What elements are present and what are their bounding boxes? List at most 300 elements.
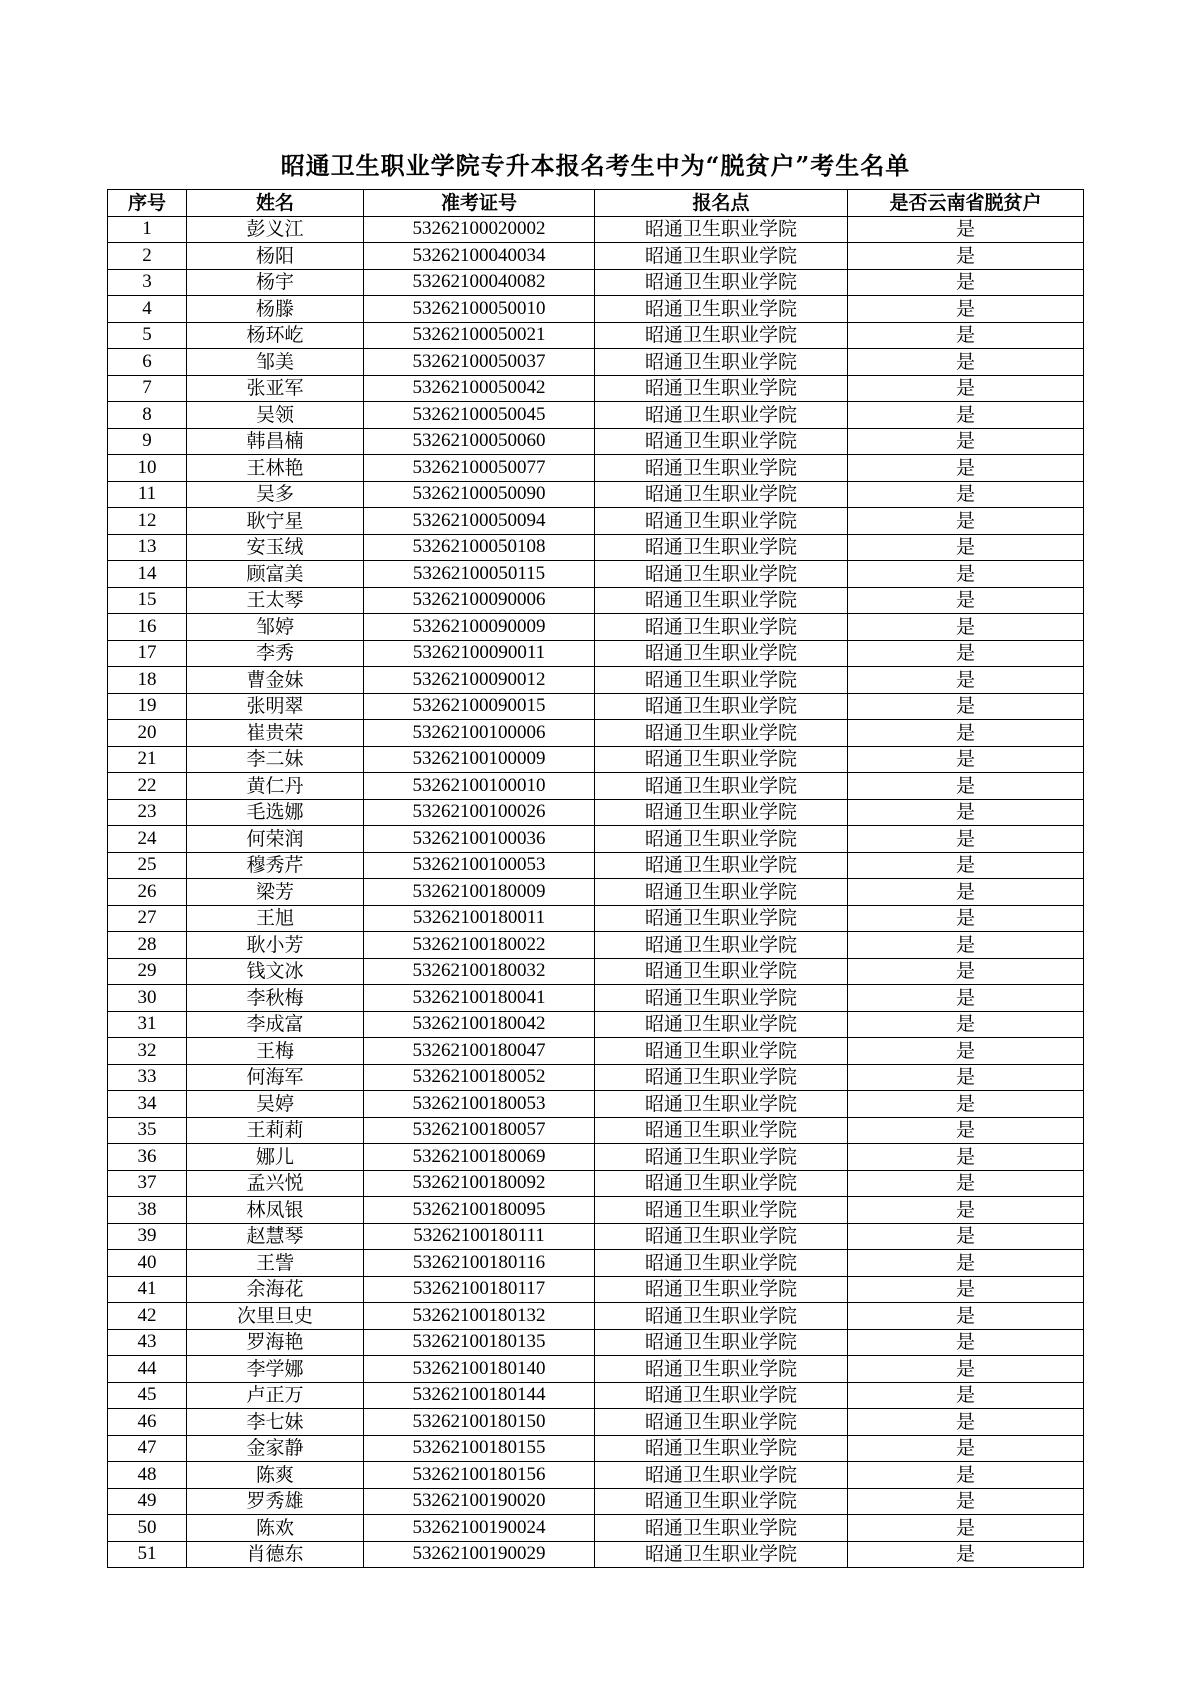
poverty-status: 是 — [848, 1064, 1084, 1091]
registration-site: 昭通卫生职业学院 — [595, 1515, 848, 1542]
row-index: 19 — [108, 693, 187, 720]
exam-id: 53262100050108 — [364, 534, 595, 561]
exam-id: 53262100100053 — [364, 852, 595, 879]
row-index: 48 — [108, 1462, 187, 1489]
exam-id: 53262100050037 — [364, 349, 595, 376]
exam-id: 53262100190020 — [364, 1488, 595, 1515]
registration-site: 昭通卫生职业学院 — [595, 481, 848, 508]
exam-id: 53262100180140 — [364, 1356, 595, 1383]
candidate-name: 李七妹 — [187, 1409, 364, 1436]
candidate-name: 李秋梅 — [187, 985, 364, 1012]
exam-id: 53262100180053 — [364, 1091, 595, 1118]
poverty-status: 是 — [848, 1541, 1084, 1568]
table-row — [108, 375, 1084, 402]
table-row — [108, 852, 1084, 879]
poverty-status: 是 — [848, 1409, 1084, 1436]
registration-site: 昭通卫生职业学院 — [595, 693, 848, 720]
poverty-status: 是 — [848, 905, 1084, 932]
candidate-name: 吴多 — [187, 481, 364, 508]
candidate-name: 吴婷 — [187, 1091, 364, 1118]
table-row — [108, 1064, 1084, 1091]
registration-site: 昭通卫生职业学院 — [595, 667, 848, 694]
table-row — [108, 269, 1084, 296]
row-index: 35 — [108, 1117, 187, 1144]
registration-site: 昭通卫生职业学院 — [595, 296, 848, 323]
poverty-status: 是 — [848, 243, 1084, 270]
registration-site: 昭通卫生职业学院 — [595, 349, 848, 376]
candidate-table — [107, 189, 1084, 1568]
registration-site: 昭通卫生职业学院 — [595, 243, 848, 270]
registration-site: 昭通卫生职业学院 — [595, 1144, 848, 1171]
exam-id: 53262100180047 — [364, 1038, 595, 1065]
candidate-name: 邹婷 — [187, 614, 364, 641]
poverty-status: 是 — [848, 693, 1084, 720]
registration-site: 昭通卫生职业学院 — [595, 852, 848, 879]
exam-id: 53262100180032 — [364, 958, 595, 985]
row-index: 2 — [108, 243, 187, 270]
registration-site: 昭通卫生职业学院 — [595, 1197, 848, 1224]
table-row — [108, 534, 1084, 561]
poverty-status: 是 — [848, 720, 1084, 747]
table-row — [108, 1091, 1084, 1118]
candidate-name: 安玉绒 — [187, 534, 364, 561]
candidate-name: 李学娜 — [187, 1356, 364, 1383]
registration-site: 昭通卫生职业学院 — [595, 905, 848, 932]
poverty-status: 是 — [848, 667, 1084, 694]
poverty-status: 是 — [848, 455, 1084, 482]
poverty-status: 是 — [848, 216, 1084, 243]
exam-id: 53262100180111 — [364, 1223, 595, 1250]
table-row — [108, 349, 1084, 376]
table-row — [108, 1170, 1084, 1197]
exam-id: 53262100100009 — [364, 746, 595, 773]
registration-site: 昭通卫生职业学院 — [595, 799, 848, 826]
candidate-name: 王梅 — [187, 1038, 364, 1065]
table-row — [108, 402, 1084, 429]
poverty-status: 是 — [848, 269, 1084, 296]
row-index: 37 — [108, 1170, 187, 1197]
row-index: 38 — [108, 1197, 187, 1224]
candidate-name: 邹美 — [187, 349, 364, 376]
poverty-status: 是 — [848, 879, 1084, 906]
exam-id: 53262100180135 — [364, 1329, 595, 1356]
poverty-status: 是 — [848, 587, 1084, 614]
row-index: 21 — [108, 746, 187, 773]
registration-site: 昭通卫生职业学院 — [595, 932, 848, 959]
registration-site: 昭通卫生职业学院 — [595, 402, 848, 429]
candidate-name: 李秀 — [187, 640, 364, 667]
poverty-status: 是 — [848, 508, 1084, 535]
row-index: 15 — [108, 587, 187, 614]
poverty-status: 是 — [848, 614, 1084, 641]
poverty-status: 是 — [848, 296, 1084, 323]
table-body — [108, 216, 1084, 1568]
row-index: 36 — [108, 1144, 187, 1171]
exam-id: 53262100180144 — [364, 1382, 595, 1409]
column-header-index: 序号 — [108, 190, 187, 217]
registration-site: 昭通卫生职业学院 — [595, 534, 848, 561]
exam-id: 53262100180155 — [364, 1435, 595, 1462]
exam-id: 53262100020002 — [364, 216, 595, 243]
candidate-name: 王莉莉 — [187, 1117, 364, 1144]
candidate-name: 罗秀雄 — [187, 1488, 364, 1515]
poverty-status: 是 — [848, 985, 1084, 1012]
candidate-name: 孟兴悦 — [187, 1170, 364, 1197]
poverty-status: 是 — [848, 1382, 1084, 1409]
table-row — [108, 1382, 1084, 1409]
table-row — [108, 773, 1084, 800]
table-row — [108, 958, 1084, 985]
exam-id: 53262100040082 — [364, 269, 595, 296]
registration-site: 昭通卫生职业学院 — [595, 1250, 848, 1277]
row-index: 5 — [108, 322, 187, 349]
row-index: 14 — [108, 561, 187, 588]
registration-site: 昭通卫生职业学院 — [595, 1329, 848, 1356]
registration-site: 昭通卫生职业学院 — [595, 958, 848, 985]
row-index: 31 — [108, 1011, 187, 1038]
exam-id: 53262100180009 — [364, 879, 595, 906]
candidate-name: 钱文冰 — [187, 958, 364, 985]
registration-site: 昭通卫生职业学院 — [595, 1223, 848, 1250]
poverty-status: 是 — [848, 1356, 1084, 1383]
exam-id: 53262100090011 — [364, 640, 595, 667]
registration-site: 昭通卫生职业学院 — [595, 640, 848, 667]
table-row — [108, 879, 1084, 906]
registration-site: 昭通卫生职业学院 — [595, 1382, 848, 1409]
exam-id: 53262100180116 — [364, 1250, 595, 1277]
column-header-registration-site: 报名点 — [595, 190, 848, 217]
candidate-name: 杨滕 — [187, 296, 364, 323]
table-row — [108, 1409, 1084, 1436]
candidate-name: 吴领 — [187, 402, 364, 429]
exam-id: 53262100190029 — [364, 1541, 595, 1568]
table-row — [108, 1329, 1084, 1356]
table-row — [108, 243, 1084, 270]
candidate-name: 余海花 — [187, 1276, 364, 1303]
candidate-name: 韩昌楠 — [187, 428, 364, 455]
table-row — [108, 1038, 1084, 1065]
row-index: 47 — [108, 1435, 187, 1462]
table-row — [108, 455, 1084, 482]
row-index: 24 — [108, 826, 187, 853]
exam-id: 53262100090006 — [364, 587, 595, 614]
exam-id: 53262100180022 — [364, 932, 595, 959]
row-index: 34 — [108, 1091, 187, 1118]
row-index: 20 — [108, 720, 187, 747]
candidate-name: 陈欢 — [187, 1515, 364, 1542]
poverty-status: 是 — [848, 1144, 1084, 1171]
exam-id: 53262100100036 — [364, 826, 595, 853]
table-row — [108, 1303, 1084, 1330]
candidate-name: 金家静 — [187, 1435, 364, 1462]
candidate-name: 李二妹 — [187, 746, 364, 773]
poverty-status: 是 — [848, 1223, 1084, 1250]
poverty-status: 是 — [848, 1197, 1084, 1224]
candidate-name: 曹金妹 — [187, 667, 364, 694]
registration-site: 昭通卫生职业学院 — [595, 375, 848, 402]
poverty-status: 是 — [848, 1303, 1084, 1330]
table-row — [108, 561, 1084, 588]
table-row — [108, 428, 1084, 455]
row-index: 16 — [108, 614, 187, 641]
registration-site: 昭通卫生职业学院 — [595, 455, 848, 482]
candidate-name: 王太琴 — [187, 587, 364, 614]
poverty-status: 是 — [848, 375, 1084, 402]
poverty-status: 是 — [848, 958, 1084, 985]
table-row — [108, 640, 1084, 667]
poverty-status: 是 — [848, 746, 1084, 773]
table-row — [108, 1276, 1084, 1303]
exam-id: 53262100050045 — [364, 402, 595, 429]
exam-id: 53262100100006 — [364, 720, 595, 747]
exam-id: 53262100050042 — [364, 375, 595, 402]
exam-id: 53262100180011 — [364, 905, 595, 932]
row-index: 22 — [108, 773, 187, 800]
row-index: 44 — [108, 1356, 187, 1383]
column-header-exam-id: 准考证号 — [364, 190, 595, 217]
candidate-name: 肖德东 — [187, 1541, 364, 1568]
exam-id: 53262100050094 — [364, 508, 595, 535]
row-index: 43 — [108, 1329, 187, 1356]
table-row — [108, 614, 1084, 641]
exam-id: 53262100050021 — [364, 322, 595, 349]
table-row — [108, 296, 1084, 323]
registration-site: 昭通卫生职业学院 — [595, 1038, 848, 1065]
column-header-name: 姓名 — [187, 190, 364, 217]
registration-site: 昭通卫生职业学院 — [595, 322, 848, 349]
table-row — [108, 1541, 1084, 1568]
row-index: 13 — [108, 534, 187, 561]
registration-site: 昭通卫生职业学院 — [595, 1170, 848, 1197]
row-index: 4 — [108, 296, 187, 323]
exam-id: 53262100050077 — [364, 455, 595, 482]
row-index: 32 — [108, 1038, 187, 1065]
candidate-name: 赵慧琴 — [187, 1223, 364, 1250]
candidate-name: 次里旦史 — [187, 1303, 364, 1330]
registration-site: 昭通卫生职业学院 — [595, 1276, 848, 1303]
row-index: 18 — [108, 667, 187, 694]
row-index: 11 — [108, 481, 187, 508]
exam-id: 53262100180150 — [364, 1409, 595, 1436]
poverty-status: 是 — [848, 428, 1084, 455]
row-index: 49 — [108, 1488, 187, 1515]
row-index: 39 — [108, 1223, 187, 1250]
row-index: 7 — [108, 375, 187, 402]
row-index: 8 — [108, 402, 187, 429]
candidate-name: 何海军 — [187, 1064, 364, 1091]
poverty-status: 是 — [848, 1488, 1084, 1515]
table-row — [108, 481, 1084, 508]
table-row — [108, 932, 1084, 959]
row-index: 12 — [108, 508, 187, 535]
table-row — [108, 216, 1084, 243]
poverty-status: 是 — [848, 1011, 1084, 1038]
poverty-status: 是 — [848, 1091, 1084, 1118]
exam-id: 53262100050090 — [364, 481, 595, 508]
exam-id: 53262100180156 — [364, 1462, 595, 1489]
poverty-status: 是 — [848, 481, 1084, 508]
registration-site: 昭通卫生职业学院 — [595, 1303, 848, 1330]
registration-site: 昭通卫生职业学院 — [595, 773, 848, 800]
registration-site: 昭通卫生职业学院 — [595, 216, 848, 243]
table-row — [108, 826, 1084, 853]
page-title: 昭通卫生职业学院专升本报名考生中为“脱贫户”考生名单 — [280, 151, 911, 180]
candidate-name: 毛选娜 — [187, 799, 364, 826]
candidate-name: 卢正万 — [187, 1382, 364, 1409]
candidate-name: 穆秀芹 — [187, 852, 364, 879]
row-index: 3 — [108, 269, 187, 296]
registration-site: 昭通卫生职业学院 — [595, 746, 848, 773]
exam-id: 53262100180041 — [364, 985, 595, 1012]
table-row — [108, 905, 1084, 932]
candidate-name: 顾富美 — [187, 561, 364, 588]
row-index: 42 — [108, 1303, 187, 1330]
registration-site: 昭通卫生职业学院 — [595, 428, 848, 455]
table-row — [108, 720, 1084, 747]
registration-site: 昭通卫生职业学院 — [595, 1462, 848, 1489]
candidate-name: 杨环屹 — [187, 322, 364, 349]
poverty-status: 是 — [848, 1276, 1084, 1303]
row-index: 10 — [108, 455, 187, 482]
candidate-name: 杨宇 — [187, 269, 364, 296]
candidate-name: 崔贵荣 — [187, 720, 364, 747]
poverty-status: 是 — [848, 561, 1084, 588]
registration-site: 昭通卫生职业学院 — [595, 826, 848, 853]
candidate-name: 张亚军 — [187, 375, 364, 402]
poverty-status: 是 — [848, 773, 1084, 800]
candidate-name: 何荣润 — [187, 826, 364, 853]
registration-site: 昭通卫生职业学院 — [595, 561, 848, 588]
exam-id: 53262100180092 — [364, 1170, 595, 1197]
poverty-status: 是 — [848, 534, 1084, 561]
exam-id: 53262100090015 — [364, 693, 595, 720]
candidate-name: 耿小芳 — [187, 932, 364, 959]
table-row — [108, 1356, 1084, 1383]
poverty-status: 是 — [848, 640, 1084, 667]
candidate-name: 杨阳 — [187, 243, 364, 270]
row-index: 26 — [108, 879, 187, 906]
candidate-name: 娜儿 — [187, 1144, 364, 1171]
table-row — [108, 1435, 1084, 1462]
poverty-status: 是 — [848, 852, 1084, 879]
exam-id: 53262100090009 — [364, 614, 595, 641]
row-index: 28 — [108, 932, 187, 959]
candidate-name: 张明翠 — [187, 693, 364, 720]
exam-id: 53262100050060 — [364, 428, 595, 455]
poverty-status: 是 — [848, 1038, 1084, 1065]
poverty-status: 是 — [848, 1170, 1084, 1197]
poverty-status: 是 — [848, 1250, 1084, 1277]
row-index: 51 — [108, 1541, 187, 1568]
table-row — [108, 1011, 1084, 1038]
poverty-status: 是 — [848, 1329, 1084, 1356]
poverty-status: 是 — [848, 1117, 1084, 1144]
candidate-name: 林凤银 — [187, 1197, 364, 1224]
table-row — [108, 1117, 1084, 1144]
table-row — [108, 746, 1084, 773]
exam-id: 53262100100010 — [364, 773, 595, 800]
candidate-name: 彭义江 — [187, 216, 364, 243]
registration-site: 昭通卫生职业学院 — [595, 1356, 848, 1383]
poverty-status: 是 — [848, 322, 1084, 349]
poverty-status: 是 — [848, 402, 1084, 429]
registration-site: 昭通卫生职业学院 — [595, 1064, 848, 1091]
registration-site: 昭通卫生职业学院 — [595, 1091, 848, 1118]
registration-site: 昭通卫生职业学院 — [595, 614, 848, 641]
row-index: 40 — [108, 1250, 187, 1277]
row-index: 27 — [108, 905, 187, 932]
table-row — [108, 1197, 1084, 1224]
registration-site: 昭通卫生职业学院 — [595, 720, 848, 747]
registration-site: 昭通卫生职业学院 — [595, 269, 848, 296]
poverty-status: 是 — [848, 1515, 1084, 1542]
table-row — [108, 1515, 1084, 1542]
poverty-status: 是 — [848, 349, 1084, 376]
exam-id: 53262100050010 — [364, 296, 595, 323]
table-row — [108, 985, 1084, 1012]
registration-site: 昭通卫生职业学院 — [595, 587, 848, 614]
row-index: 30 — [108, 985, 187, 1012]
exam-id: 53262100190024 — [364, 1515, 595, 1542]
candidate-name: 耿宁星 — [187, 508, 364, 535]
registration-site: 昭通卫生职业学院 — [595, 1117, 848, 1144]
registration-site: 昭通卫生职业学院 — [595, 1541, 848, 1568]
table-row — [108, 1462, 1084, 1489]
exam-id: 53262100180052 — [364, 1064, 595, 1091]
row-index: 25 — [108, 852, 187, 879]
registration-site: 昭通卫生职业学院 — [595, 879, 848, 906]
row-index: 17 — [108, 640, 187, 667]
row-index: 23 — [108, 799, 187, 826]
table-row — [108, 587, 1084, 614]
registration-site: 昭通卫生职业学院 — [595, 985, 848, 1012]
table-row — [108, 508, 1084, 535]
poverty-status: 是 — [848, 1435, 1084, 1462]
row-index: 33 — [108, 1064, 187, 1091]
exam-id: 53262100180057 — [364, 1117, 595, 1144]
exam-id: 53262100180095 — [364, 1197, 595, 1224]
row-index: 41 — [108, 1276, 187, 1303]
exam-id: 53262100040034 — [364, 243, 595, 270]
candidate-name: 黄仁丹 — [187, 773, 364, 800]
table-row — [108, 322, 1084, 349]
table-row — [108, 1144, 1084, 1171]
exam-id: 53262100090012 — [364, 667, 595, 694]
poverty-status: 是 — [848, 1462, 1084, 1489]
row-index: 46 — [108, 1409, 187, 1436]
table-row — [108, 667, 1084, 694]
registration-site: 昭通卫生职业学院 — [595, 1011, 848, 1038]
registration-site: 昭通卫生职业学院 — [595, 1435, 848, 1462]
table-row — [108, 799, 1084, 826]
candidate-name: 罗海艳 — [187, 1329, 364, 1356]
row-index: 45 — [108, 1382, 187, 1409]
table-row — [108, 1488, 1084, 1515]
row-index: 50 — [108, 1515, 187, 1542]
table-row — [108, 1250, 1084, 1277]
registration-site: 昭通卫生职业学院 — [595, 1488, 848, 1515]
candidate-name: 李成富 — [187, 1011, 364, 1038]
exam-id: 53262100100026 — [364, 799, 595, 826]
table-header-row — [108, 190, 1084, 217]
row-index: 1 — [108, 216, 187, 243]
row-index: 6 — [108, 349, 187, 376]
exam-id: 53262100180042 — [364, 1011, 595, 1038]
poverty-status: 是 — [848, 799, 1084, 826]
poverty-status: 是 — [848, 932, 1084, 959]
candidate-name: 陈爽 — [187, 1462, 364, 1489]
column-header-poverty-status: 是否云南省脱贫户 — [848, 190, 1084, 217]
